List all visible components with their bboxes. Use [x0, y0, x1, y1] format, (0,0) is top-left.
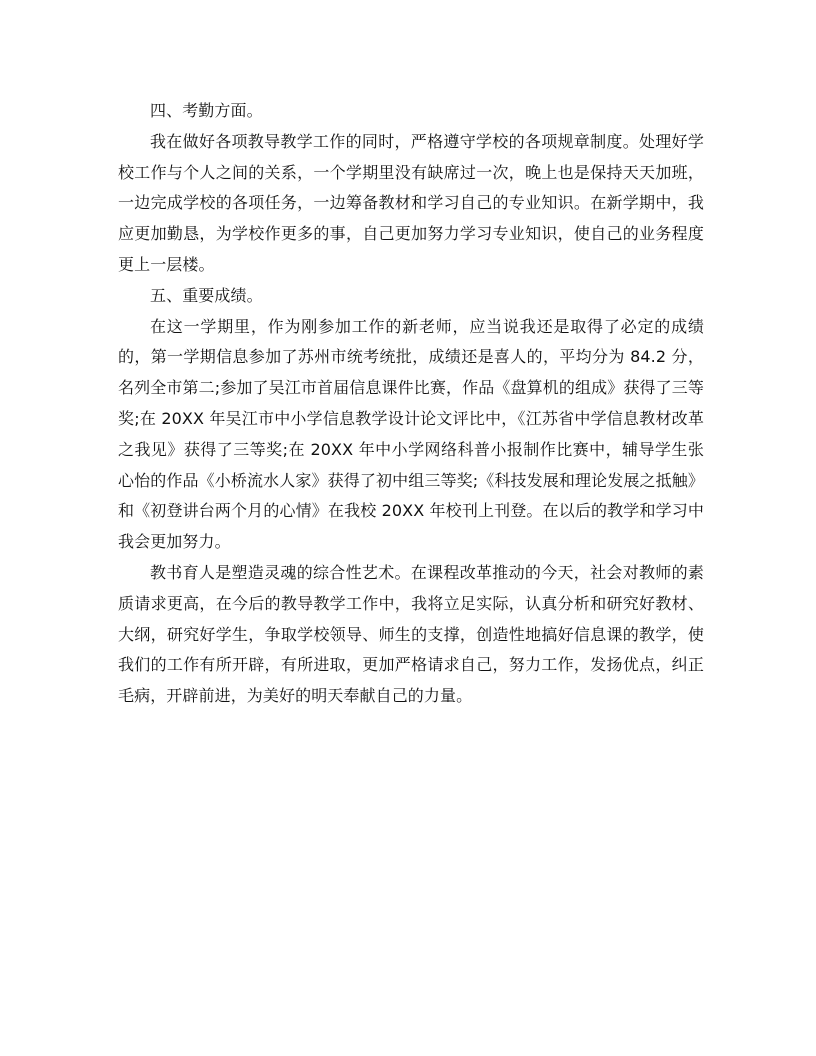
paragraph-attendance: 我在做好各项教导教学工作的同时，严格遵守学校的各项规章制度。处理好学校工作与个人之间的关系，一个学期里没有缺席过一次，晚上也是保持天天加班，一边完成学校的各项任务，一边筹备教材和学习自己的专业知识。在新学期中，我应更加勤恳，为学校作更多的事，自己更加努力学习专业知识，使自己的业务程度更上一层楼。 [118, 131, 704, 274]
paragraph-achievements: 在这一学期里，作为刚参加工作的新老师，应当说我还是取得了必定的成绩的，第一学期信息参加了苏州市统考统批，成绩还是喜人的，平均分为 84.2 分，名列全市第二;参加了吴江市首届信息课件比赛，作品《盘算机的组成》获得了三等奖;在 20XX 年吴江市中小学信息教学设计论文评比中，《江苏省中学信息教材改革之我见》获得了三等奖;在 20XX 年中小学网络科普小报制作比赛中，辅导学生张心怡的作品《小桥流水人家》获得了初中组三等奖;《科技发展和理论发展之抵触》和《初登讲台两个月的心情》在我校 20XX 年校刊上刊登。在以后的教学和学习中我会更加努力。 [118, 316, 704, 552]
paragraph-conclusion: 教书育人是塑造灵魂的综合性艺术。在课程改革推动的今天，社会对教师的素质请求更高，在今后的教导教学工作中，我将立足实际，认真分析和研究好教材、大纲，研究好学生，争取学校领导、师生的支撑，创造性地搞好信息课的教学，使我们的工作有所开辟，有所进取，更加严格请求自己，努力工作，发扬优点，纠正毛病，开辟前进，为美好的明天奉献自己的力量。 [118, 562, 704, 706]
section-heading-attendance: 四、考勤方面。 [150, 101, 263, 120]
document-body [118, 96, 704, 712]
section-heading-achievements: 五、重要成绩。 [150, 285, 263, 305]
